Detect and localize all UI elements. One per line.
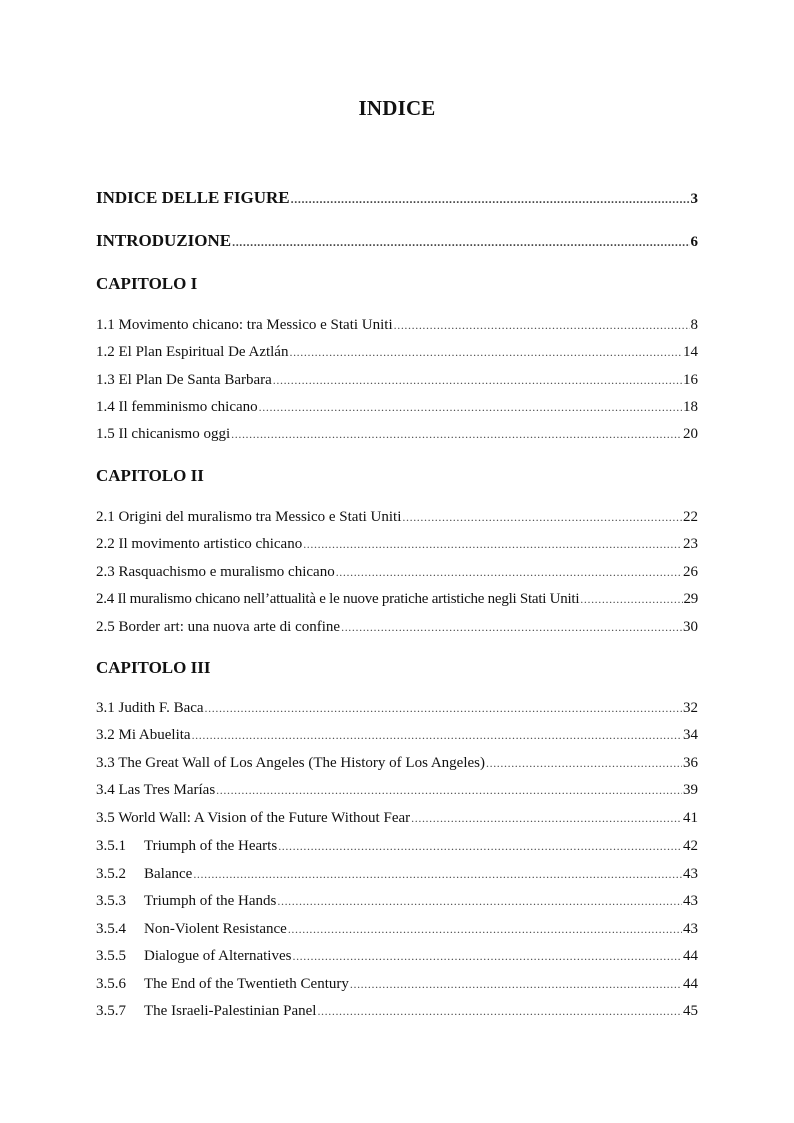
- toc-subentry-label: The Israeli-Palestinian Panel: [144, 1003, 317, 1019]
- toc-entry-page: 39: [683, 782, 698, 798]
- toc-entry[interactable]: [96, 591, 698, 608]
- toc-entry-page: 44: [683, 976, 698, 992]
- dot-leader: [486, 755, 682, 772]
- dot-leader: [317, 1003, 682, 1020]
- toc-entry-page: 44: [683, 948, 698, 964]
- toc-entry-label: 2.4 Il muralismo chicano nell’attualità e le nuove pratiche artistiche negli Stati Uniti: [96, 591, 580, 607]
- toc-entry-page: 34: [683, 727, 698, 743]
- chapter-heading-3[interactable]: CAPITOLO III: [96, 658, 211, 677]
- dot-leader: [350, 976, 682, 993]
- dot-leader: [193, 866, 682, 883]
- toc-subentry-label: The End of the Twentieth Century: [144, 976, 349, 992]
- dot-leader: [273, 372, 682, 389]
- toc-entry-introduction[interactable]: [96, 231, 698, 251]
- toc-entry-page: 42: [683, 838, 698, 854]
- toc-entry-page: 23: [683, 536, 698, 552]
- dot-leader: [259, 399, 682, 416]
- dot-leader: [580, 591, 682, 608]
- toc-subentry[interactable]: [96, 1003, 698, 1020]
- toc-subentry[interactable]: [96, 893, 698, 910]
- toc-subentry-label: Non-Violent Resistance: [144, 921, 287, 937]
- toc-subentry[interactable]: [96, 838, 698, 855]
- toc-subentry-label: Triumph of the Hearts: [144, 838, 278, 854]
- toc-subentry-number: 3.5.4: [96, 921, 126, 937]
- dot-leader: [192, 727, 682, 744]
- toc-entry-label: 1.1 Movimento chicano: tra Messico e Stati Uniti: [96, 317, 393, 333]
- toc-subentry-number: 3.5.3: [96, 893, 126, 909]
- dot-leader: [278, 838, 682, 855]
- toc-entry[interactable]: [96, 426, 698, 443]
- dot-leader: [288, 921, 682, 938]
- toc-entry[interactable]: [96, 782, 698, 799]
- toc-subentry-number: 3.5.7: [96, 1003, 126, 1019]
- dot-leader: [231, 426, 682, 443]
- dot-leader: [291, 188, 690, 208]
- toc-entry-label: 3.3 The Great Wall of Los Angeles (The History of Los Angeles): [96, 755, 485, 771]
- toc-entry-page: 43: [683, 893, 698, 909]
- toc-entry[interactable]: [96, 700, 698, 717]
- toc-entry-page: 8: [690, 317, 698, 333]
- toc-subentry-label: Balance: [144, 866, 193, 882]
- toc-entry[interactable]: [96, 399, 698, 416]
- dot-leader: [303, 536, 682, 553]
- dot-leader: [402, 509, 682, 526]
- toc-entry[interactable]: [96, 727, 698, 744]
- toc-entry[interactable]: [96, 317, 698, 334]
- dot-leader: [394, 317, 690, 334]
- toc-entry-label: 1.4 Il femminismo chicano: [96, 399, 258, 415]
- chapter-heading-1[interactable]: CAPITOLO I: [96, 274, 198, 293]
- toc-entry[interactable]: [96, 810, 698, 827]
- dot-leader: [336, 564, 682, 581]
- dot-leader: [205, 700, 682, 717]
- toc-entry-page: 14: [683, 344, 698, 360]
- toc-entry[interactable]: [96, 509, 698, 526]
- toc-subentry[interactable]: [96, 976, 698, 993]
- dot-leader: [292, 948, 682, 965]
- chapter-heading-2[interactable]: CAPITOLO II: [96, 466, 204, 485]
- toc-entry-page: 43: [683, 866, 698, 882]
- dot-leader: [216, 782, 682, 799]
- toc-entry-label: 1.3 El Plan De Santa Barbara: [96, 372, 272, 388]
- toc-entry-label: 2.2 Il movimento artistico chicano: [96, 536, 303, 552]
- toc-entry[interactable]: [96, 372, 698, 389]
- dot-leader: [232, 231, 689, 251]
- dot-leader: [341, 619, 682, 636]
- page-title: INDICE: [358, 96, 436, 120]
- toc-entry-page: 43: [683, 921, 698, 937]
- toc-entry-label: 3.1 Judith F. Baca: [96, 700, 204, 716]
- toc-entry[interactable]: [96, 344, 698, 361]
- toc-entry-page: 30: [683, 619, 698, 635]
- toc-entry-page: 36: [683, 755, 698, 771]
- toc-entry-label: 2.1 Origini del muralismo tra Messico e Stati Uniti: [96, 509, 402, 525]
- toc-subentry-number: 3.5.2: [96, 866, 126, 882]
- dot-leader: [289, 344, 682, 361]
- toc-entry-label: 2.3 Rasquachismo e muralismo chicano: [96, 564, 335, 580]
- toc-entry-label: 3.5 World Wall: A Vision of the Future Without Fear: [96, 810, 411, 826]
- toc-entry[interactable]: [96, 536, 698, 553]
- toc-subentry[interactable]: [96, 948, 698, 965]
- toc-subentry[interactable]: [96, 866, 698, 883]
- toc-entry[interactable]: [96, 619, 698, 636]
- toc-entry-label: 1.5 Il chicanismo oggi: [96, 426, 231, 442]
- toc-entry-label: 2.5 Border art: una nuova arte di confine: [96, 619, 341, 635]
- toc-subentry-label: Triumph of the Hands: [144, 893, 277, 909]
- toc-entry-figure-index[interactable]: [96, 188, 698, 208]
- toc-entry-page: 16: [683, 372, 698, 388]
- toc-entry-page: 29: [683, 591, 698, 607]
- toc-entry-label: INTRODUZIONE: [96, 231, 232, 250]
- toc-entry-page: 18: [683, 399, 698, 415]
- dot-leader: [277, 893, 682, 910]
- toc-entry-label: 1.2 El Plan Espiritual De Aztlán: [96, 344, 289, 360]
- toc-entry[interactable]: [96, 755, 698, 772]
- toc-entry-page: 3: [690, 191, 698, 207]
- toc-entry-page: 6: [690, 234, 698, 250]
- toc-entry-label: 3.2 Mi Abuelita: [96, 727, 191, 743]
- toc-entry-page: 20: [683, 426, 698, 442]
- toc-entry[interactable]: [96, 564, 698, 581]
- toc-entry-label: INDICE DELLE FIGURE: [96, 188, 290, 207]
- toc-subentry-number: 3.5.1: [96, 838, 126, 854]
- toc-entry-page: 26: [683, 564, 698, 580]
- toc-entry-page: 22: [683, 509, 698, 525]
- toc-entry-page: 32: [683, 700, 698, 716]
- toc-subentry[interactable]: [96, 921, 698, 938]
- toc-entry-page: 45: [683, 1003, 698, 1019]
- toc-subentry-number: 3.5.5: [96, 948, 126, 964]
- toc-subentry-number: 3.5.6: [96, 976, 126, 992]
- toc-subentry-label: Dialogue of Alternatives: [144, 948, 292, 964]
- toc-entry-label: 3.4 Las Tres Marías: [96, 782, 216, 798]
- dot-leader: [411, 810, 682, 827]
- toc-entry-page: 41: [683, 810, 698, 826]
